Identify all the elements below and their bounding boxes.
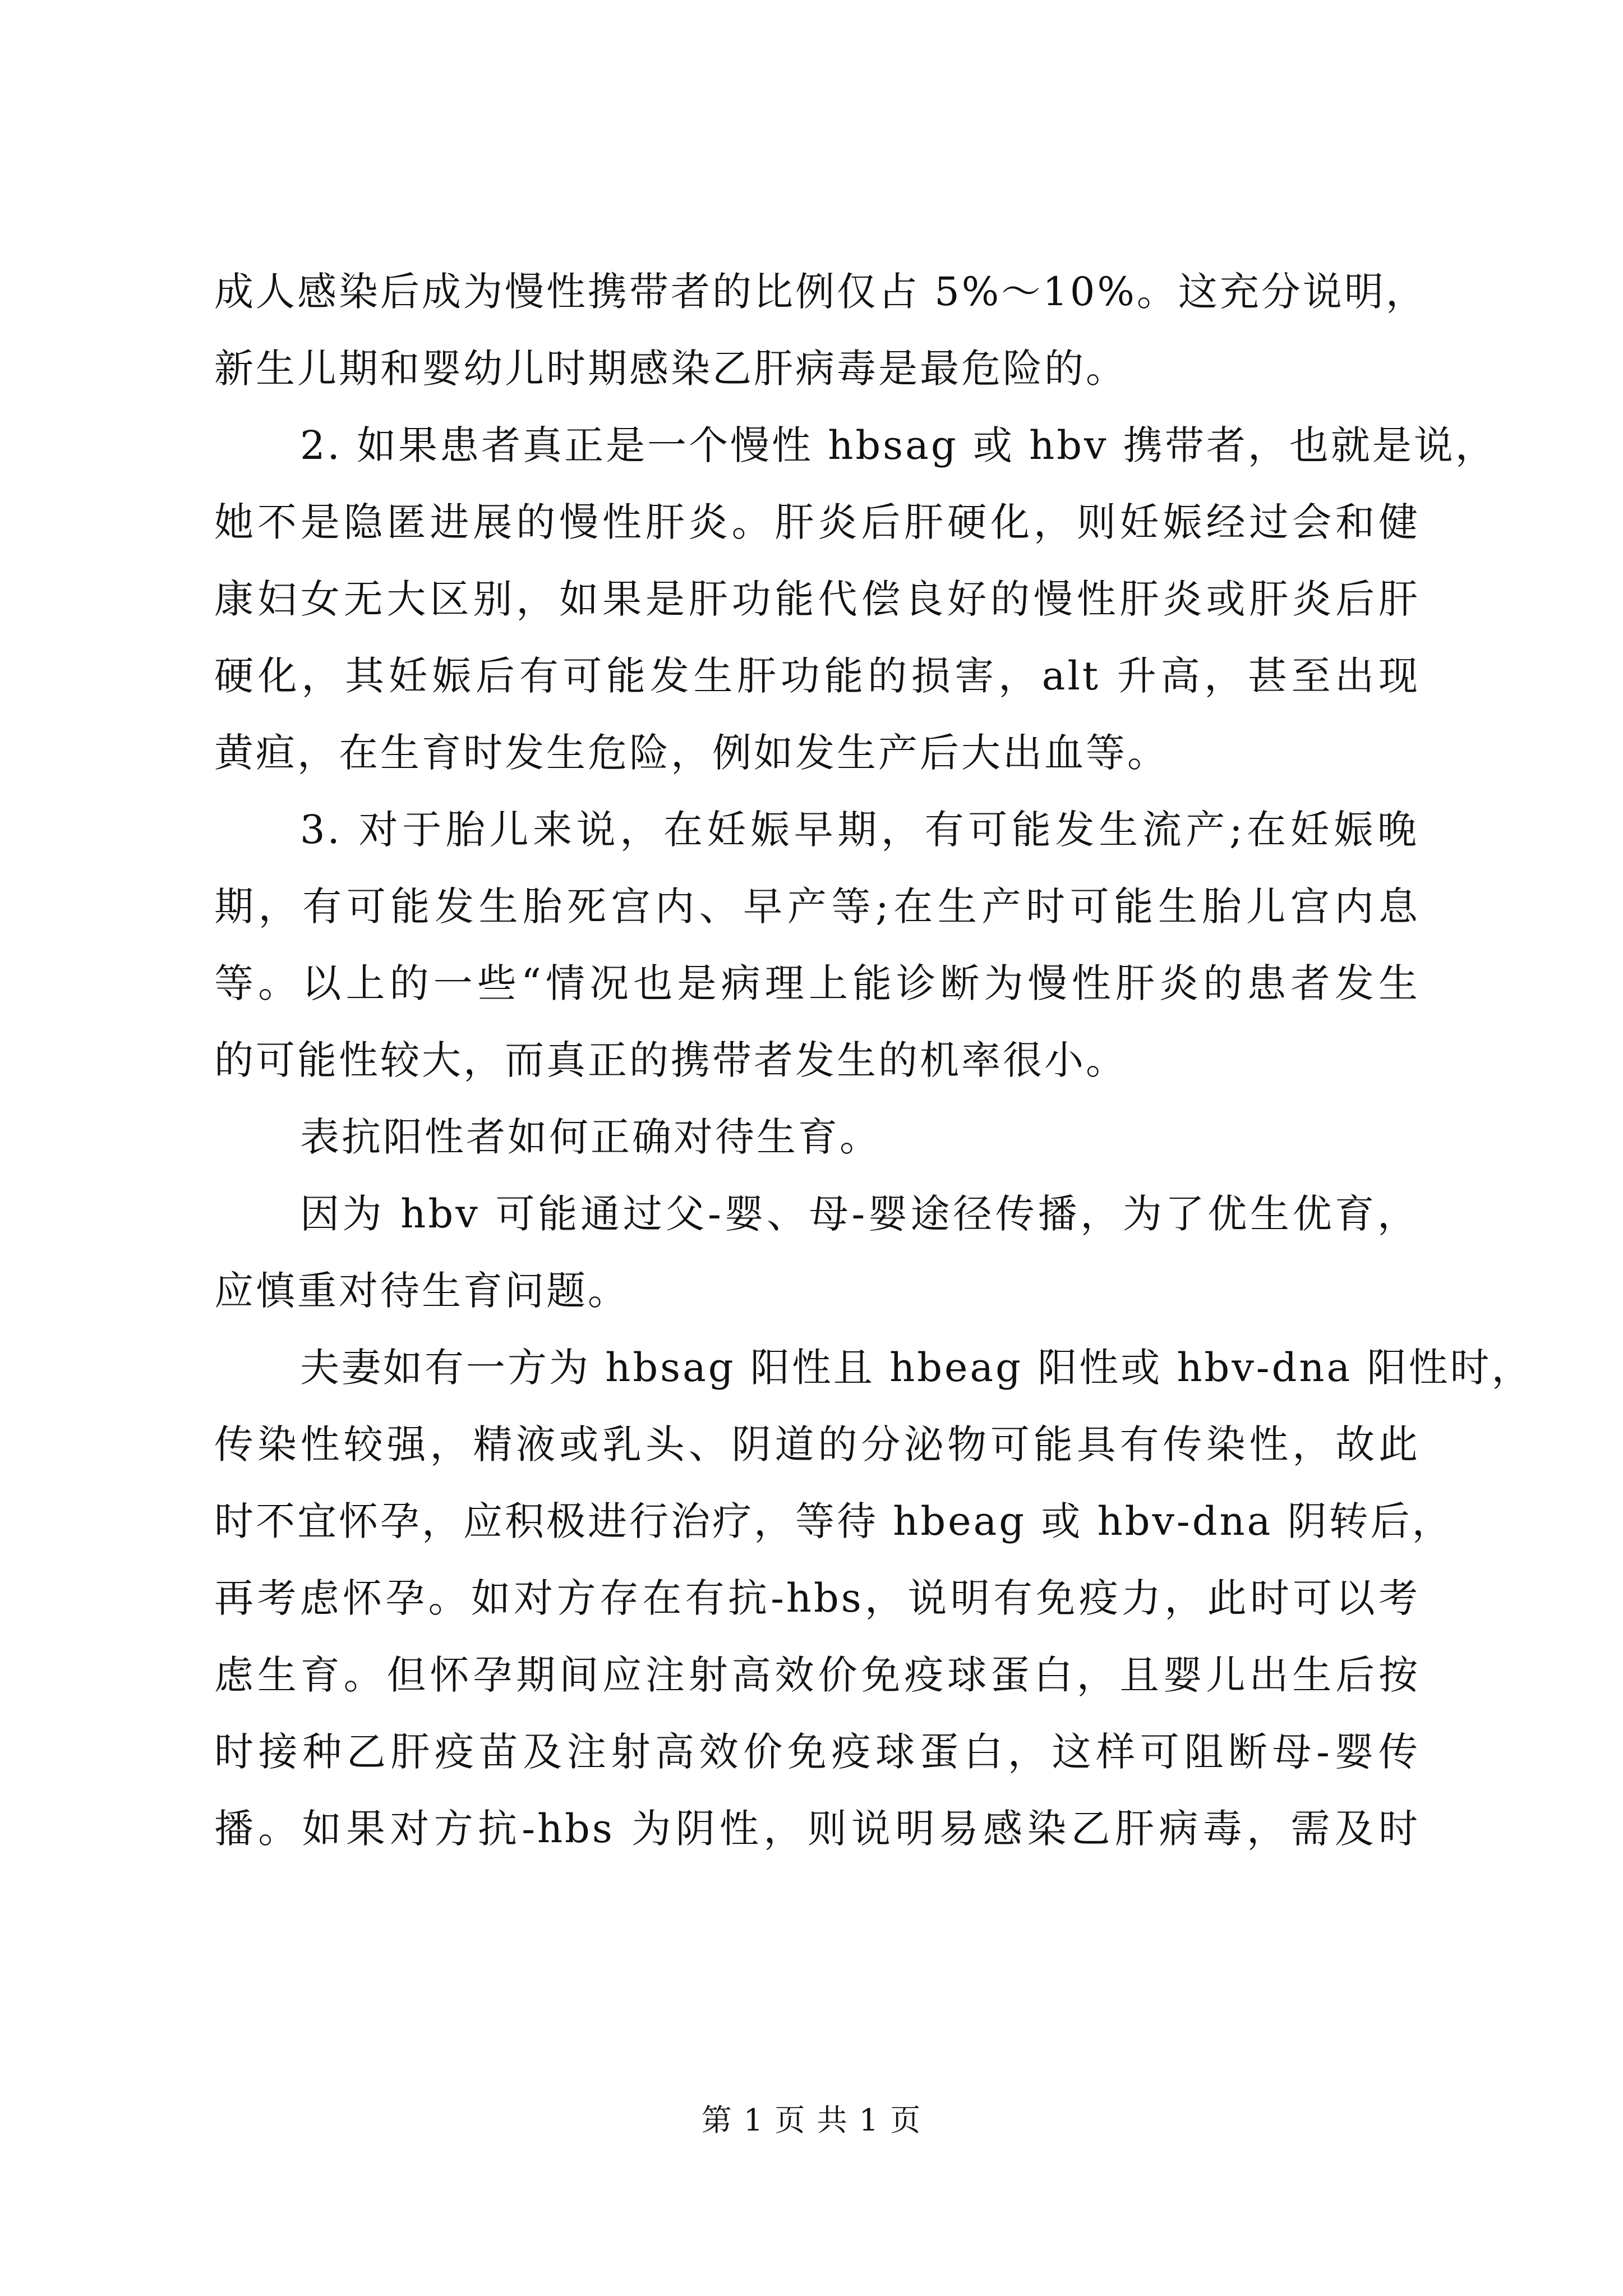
paragraph-line: 硬化，其妊娠后有可能发生肝功能的损害，alt 升高，甚至出现 <box>214 653 1420 699</box>
paragraph-line: 虑生育。但怀孕期间应注射高效价免疫球蛋白，且婴儿出生后按 <box>214 1652 1420 1698</box>
paragraph-line: 再考虑怀孕。如对方存在有抗-hbs，说明有免疫力，此时可以考 <box>214 1575 1420 1621</box>
paragraph-line: 传染性较强，精液或乳头、阴道的分泌物可能具有传染性，故此 <box>214 1421 1420 1467</box>
paragraph-line: 因为 hbv 可能通过父-婴、母-婴途径传播，为了优生优育， <box>300 1191 1419 1237</box>
paragraph-line: 播。如果对方抗-hbs 为阴性，则说明易感染乙肝病毒，需及时 <box>214 1806 1420 1852</box>
paragraph-line: 2. 如果患者真正是一个慢性 hbsag 或 hbv 携带者，也就是说， <box>300 422 1497 468</box>
paragraph-line: 3. 对于胎儿来说，在妊娠早期，有可能发生流产;在妊娠晚 <box>300 807 1419 853</box>
paragraph-line: 成人感染后成为慢性携带者的比例仅占 5%～10%。这充分说明， <box>214 269 1427 315</box>
paragraph-line: 康妇女无大区别，如果是肝功能代偿良好的慢性肝炎或肝炎后肝 <box>214 576 1420 622</box>
paragraph-line: 应慎重对待生育问题。 <box>214 1268 629 1314</box>
paragraph-line: 新生儿期和婴幼儿时期感染乙肝病毒是最危险的。 <box>214 346 1127 392</box>
paragraph-line: 表抗阳性者如何正确对待生育。 <box>300 1114 881 1160</box>
paragraph-line: 期，有可能发生胎死宫内、早产等;在生产时可能生胎儿宫内息 <box>214 884 1420 930</box>
paragraph-line: 夫妻如有一方为 hbsag 阳性且 hbeag 阳性或 hbv-dna 阳性时， <box>300 1345 1533 1391</box>
page-number-footer: 第 1 页 共 1 页 <box>701 2102 922 2138</box>
paragraph-line: 等。以上的一些“情况也是病理上能诊断为慢性肝炎的患者发生 <box>214 960 1420 1006</box>
paragraph-line: 她不是隐匿进展的慢性肝炎。肝炎后肝硬化，则妊娠经过会和健 <box>214 499 1420 545</box>
paragraph-line: 黄疸，在生育时发生危险，例如发生产后大出血等。 <box>214 730 1169 776</box>
paragraph-line: 时不宜怀孕，应积极进行治疗，等待 hbeag 或 hbv-dna 阴转后， <box>214 1498 1454 1544</box>
paragraph-line: 的可能性较大，而真正的携带者发生的机率很小。 <box>214 1037 1127 1083</box>
paragraph-line: 时接种乙肝疫苗及注射高效价免疫球蛋白，这样可阻断母-婴传 <box>214 1729 1420 1775</box>
